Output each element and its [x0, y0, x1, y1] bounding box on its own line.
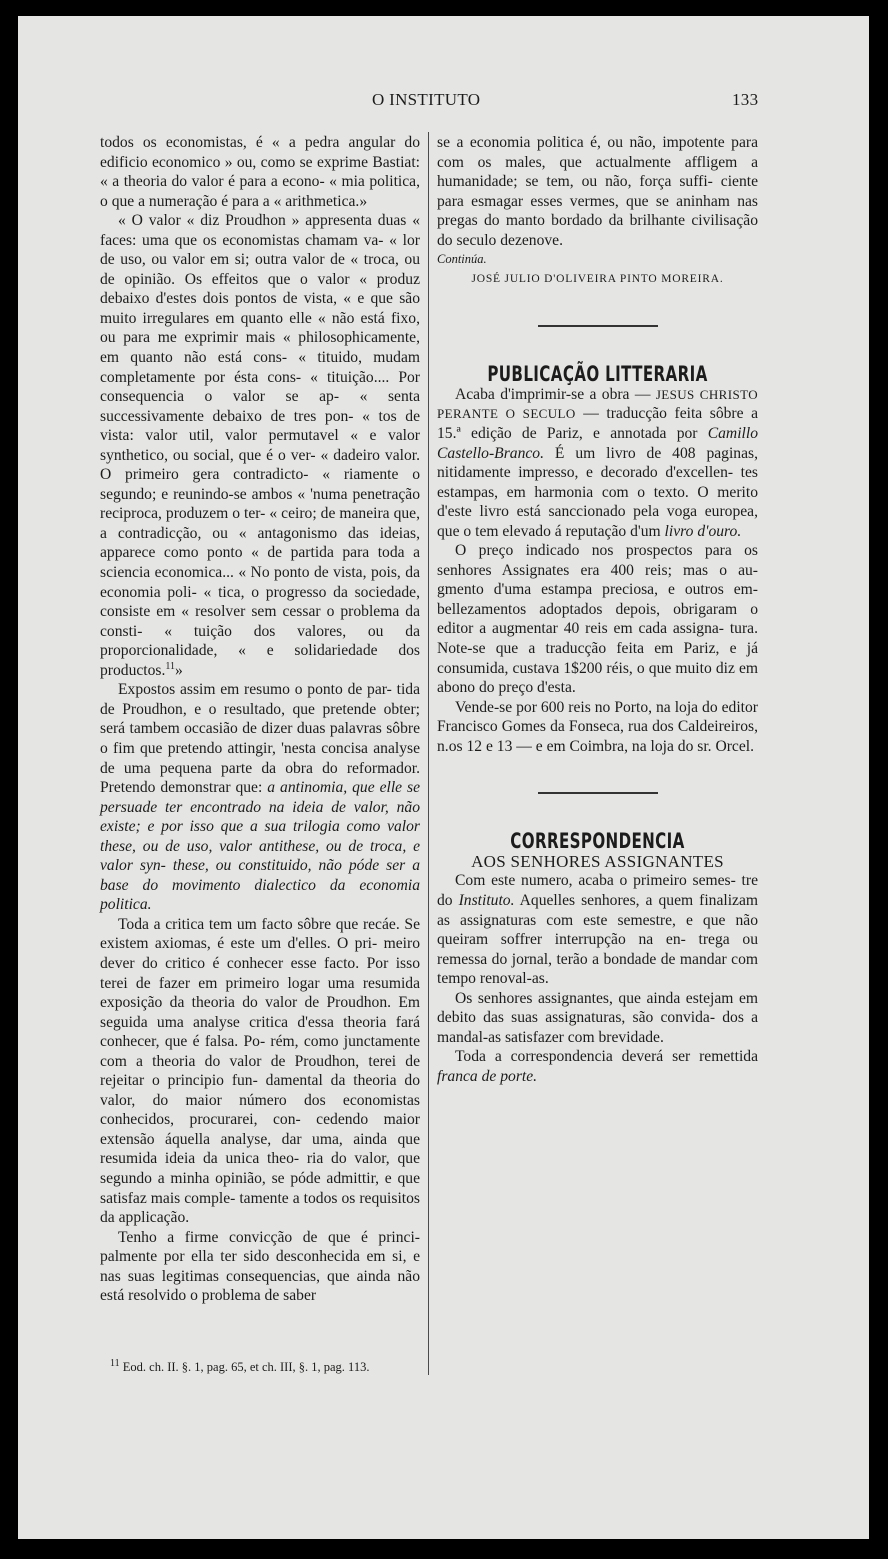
paragraph: Tenho a firme convicção de que é princi- palmente por ella ter sido desconhecida em si, e nas suas legitimas consequencias, que ainda não está resolvido o problema de saber — [100, 1228, 420, 1305]
paragraph: se a economia politica é, ou não, impotente para com os males, que actualmente affligem a humanidade; se tem, ou não, força suffi- ciente para esmagar esses vermes, que se aninham nas pregas do manto bordado da brilhante civilisação do seculo dezenove. — [437, 134, 758, 249]
paragraph-text: Acaba d'imprimir-se a obra — — [455, 385, 651, 403]
page-number: 133 — [732, 90, 759, 109]
paragraph: Toda a critica tem um facto sôbre que recáe. Se existem axiomas, é este um d'elles. O pri- meiro dever do critico é conhecer esse facto. Por isso terei de fazer em primeiro logar uma resumida exposição da theoria do valor de Proudhon. Em seguida uma analyse critica d'essa theoria fará conhecer, que é falsa. Po- rém, como junctamente com a theoria do valor de Proudhon, terei de rejeitar o principio fun- damental da theoria do valor, do maior número dos economistas conhecidos, procurarei, con- cedendo maior extensão áquella analyse, dar uma, ainda que resumida ideia da unica theo- ria do valor, que segundo a minha opinião, se póde admittir, e que satisfaz mais comple- tamente a todos os requisitos da applicação. — [100, 915, 420, 1227]
paragraph — [437, 385, 758, 541]
footnote-mark: 11 — [110, 1357, 120, 1369]
section-subtitle: AOS SENHORES ASSIGNANTES — [471, 851, 724, 871]
section-title-publicacao: PUBLICAÇÃO LITTERARIA — [487, 362, 708, 387]
quote-text: « O valor « diz Proudhon » appresenta duas « faces: uma que os economistas chamam va- « lor de uso, ou valor em si; outra valor de « troca, ou de opinião. Os effeitos que o valor « produz debaixo d'estes dois pontos de vista, « e que são muito irregulares em quanto elle « não está fixo, ou para me exprimir mais « philosophicamente, em quanto não está cons- « tituido, mudam completamente por ésta cons- « tituição.... Por consequencia o valor se ap- « senta successivamente debaixo de tres pon- « tos de vista: valor util, valor permutavel « e valor synthetico, ou social, que é o ver- « dadeiro valor. O primeiro gera contradicto- « riamente o segundo; e reunindo-se ambos « 'numa penetração reciproca, produzem o ter- « ceiro; de maneira que, a contradicção, ou « antagonismo das ideias, apparece como ponto « de partida para toda a sciencia economica... « No ponto de vista, pois, da economia poli- « tica, o progresso da sociedade, consiste em « resolver sem cessar o problema da consti- « tuição dos valores, ou da proporcionalidade, « e solidariedade dos productos. — [100, 212, 420, 679]
footnote — [110, 1357, 420, 1375]
footnote-ref: 11 — [165, 660, 176, 672]
paragraph: O preço indicado nos prospectos para os senhores Assignates era 400 reis; mas o au- gmento d'uma estampa preciosa, e outros em- bellezamentos adoptados depois, obrigaram o editor a augmentar 40 reis em cada assigna- tura. Note-se que a traducção feita em Pariz, e já consumida, custava 1$200 réis, o que muito diz em abono do preço d'esta. — [437, 542, 758, 697]
left-column — [100, 133, 420, 1306]
paragraph-text: Toda a correspondencia deverá ser remettida — [455, 1048, 758, 1066]
column-rule — [428, 132, 429, 1375]
section-divider — [538, 325, 658, 327]
author-signature: JOSÉ JULIO D'OLIVEIRA PINTO MOREIRA. — [471, 272, 724, 285]
paragraph — [437, 871, 758, 988]
paragraph-text: É um livro de 408 paginas, nitidamente impresso, e decorado d'excellen- tes estampas, em harmonia com o texto. O merito d'este livro está sanccionado pela voga europea, que o tem elevado á reputação d'um — [437, 444, 758, 540]
book-title: JESUS CHRISTO PERANTE O SECULO — [437, 386, 758, 422]
paragraph-text: — traducção feita sôbre a 15.ª edição de Pariz, e annotada por — [437, 405, 759, 443]
paragraph: todos os economistas, é « a pedra angular do edificio economico » ou, como se exprime Bastiat: « a theoria do valor é para a econo- « mia politica, o que a numeração é para a « arithmetica.» — [100, 134, 420, 210]
journal-name: Instituto. — [458, 891, 515, 909]
section-divider — [538, 792, 658, 794]
proudhon-quote — [100, 211, 420, 680]
continua-note: Continúa. — [437, 252, 487, 267]
paragraph-text: Aquelles senhores, a quem finalizam as assignaturas com este semestre, e que não queiram soffrer interrupção na en- trega ou remessa do jornal, terão a bondade de mandar com tempo renoval-as. — [437, 891, 759, 988]
paragraph: Vende-se por 600 reis no Porto, na loja do editor Francisco Gomes da Fonseca, rua dos Caldeireiros, n.os 12 e 13 — e em Coimbra, na loja do sr. Orcel. — [437, 698, 758, 755]
footnote-text: Eod. ch. II. §. 1, pag. 65, et ch. III, §. 1, pag. 113. — [122, 1360, 370, 1374]
translator-name: Camillo Castello-Branco. — [437, 425, 758, 462]
livro-douro: livro d'ouro. — [664, 522, 742, 540]
paragraph-text: Com este numero, acaba o primeiro semes- tre do — [437, 872, 758, 909]
thesis-italic: a antinomia, que elle se persuade ter encontrado na ideia de valor, não existe; e por isso que a sua trilogia como valor these, ou de uso, valor antithese, ou de troca, e valor syn- these, ou constituido, não póde ser a base do movimento dialectico da economia politica. — [100, 779, 421, 914]
paragraph-text: Expostos assim em resumo o ponto de par- tida de Proudhon, e o resultado, que pretende obter; será tambem occasião de dizer duas palavras sôbre o fim que pretendo attingir, 'nesta concisa analyse de uma pequena parte da obra do reformador. Pretendo demonstrar que: — [100, 681, 420, 797]
section-title-correspondencia: CORRESPONDENCIA — [510, 829, 685, 854]
paragraph — [437, 1047, 758, 1086]
franca-de-porte: franca de porte. — [437, 1067, 538, 1085]
quote-close: » — [175, 661, 183, 679]
paragraph — [100, 680, 420, 915]
running-head: O INSTITUTO — [372, 90, 481, 109]
paragraph: Os senhores assignantes, que ainda estejam em debito das suas assignaturas, são convida- dos a mandal-as satisfazer com brevidade. — [437, 989, 758, 1046]
right-column — [437, 133, 758, 1086]
